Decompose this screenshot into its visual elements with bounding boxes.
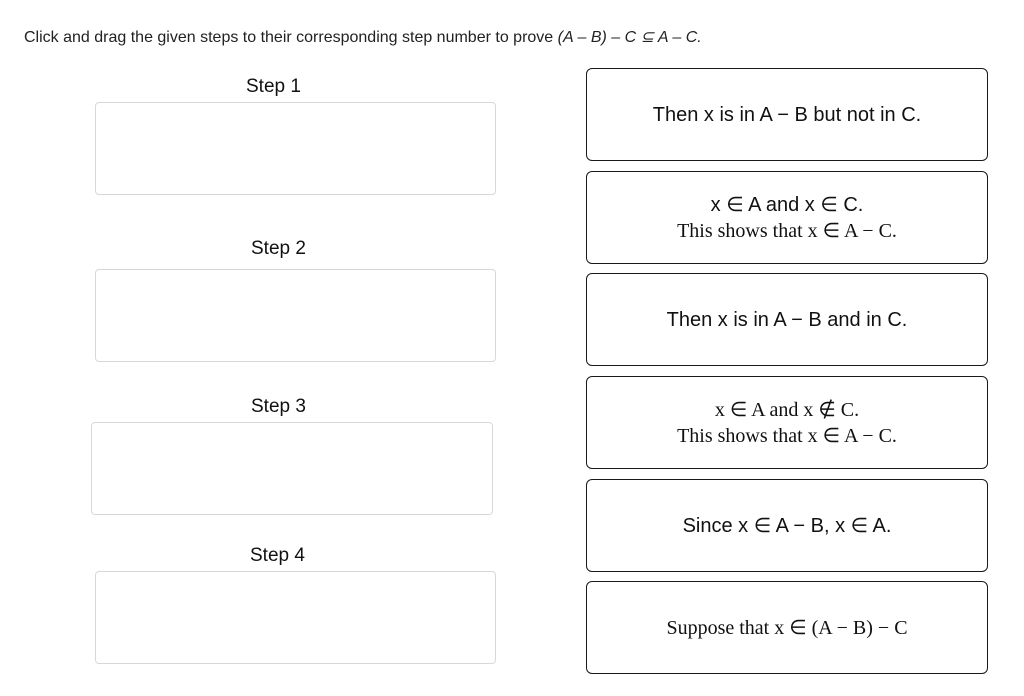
instruction-text — [24, 27, 702, 47]
draggable-card-since-x-in-a[interactable] — [586, 479, 988, 572]
card-text: Then x is in A − B but not in C. — [652, 103, 922, 126]
draggable-card-a-and-c-shows[interactable] — [586, 171, 988, 264]
instruction-sentence: Click and drag the given steps to their corresponding step number to prove — [24, 29, 558, 46]
card-text: Suppose that x ∈ (A − B) − C — [666, 616, 908, 639]
step-4-drop-zone[interactable] — [95, 571, 496, 664]
card-text: Since x ∈ A − B, x ∈ A. — [682, 514, 892, 537]
card-text-line-2: This shows that x ∈ A − C. — [677, 219, 897, 242]
card-text-line-1: x ∈ A and x ∉ C. — [714, 398, 860, 421]
draggable-card-a-and-not-c-shows[interactable] — [586, 376, 988, 469]
step-1-label: Step 1 — [246, 76, 301, 97]
card-text-line-2: This shows that x ∈ A − C. — [677, 424, 897, 447]
step-3-drop-zone[interactable] — [91, 422, 493, 515]
step-2-drop-zone[interactable] — [95, 269, 496, 362]
step-4-label: Step 4 — [250, 545, 305, 566]
card-text-line-1: x ∈ A and x ∈ C. — [710, 193, 864, 216]
instruction-formula: (A – B) – C ⊆ A – C. — [557, 29, 702, 46]
draggable-card-suppose[interactable] — [586, 581, 988, 674]
step-3-label: Step 3 — [251, 396, 306, 417]
step-1-drop-zone[interactable] — [95, 102, 496, 195]
card-text: Then x is in A − B and in C. — [666, 308, 908, 331]
step-2-label: Step 2 — [251, 238, 306, 259]
draggable-card-then-a-minus-b-and-c[interactable] — [586, 273, 988, 366]
draggable-card-then-a-minus-b-not-c[interactable] — [586, 68, 988, 161]
